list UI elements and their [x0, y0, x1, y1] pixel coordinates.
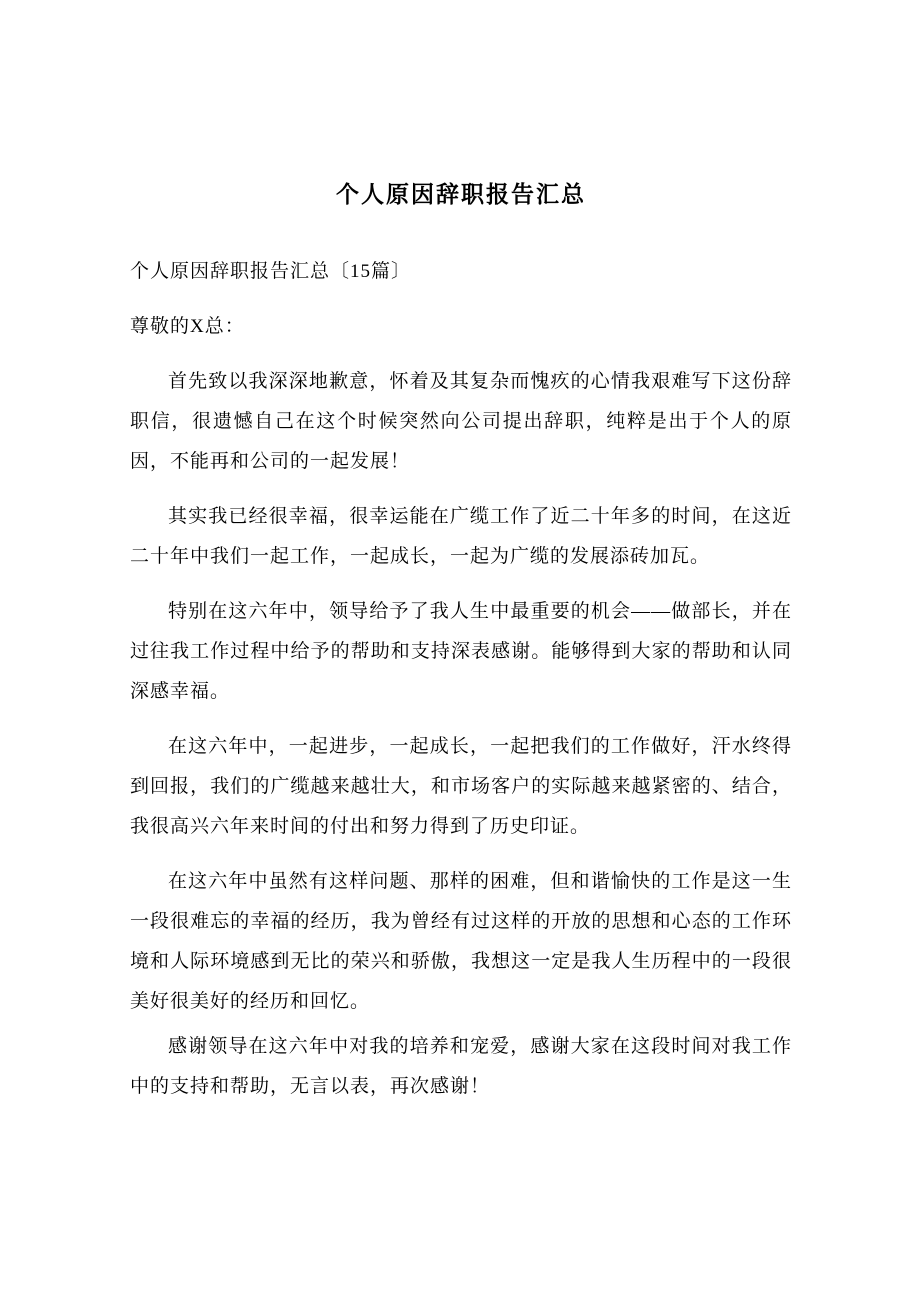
paragraph: 在这六年中虽然有这样问题、那样的困难，但和谐愉快的工作是这一生一段很难忘的幸福的经历，我为曾经有过这样的开放的思想和心态的工作环境和人际环境感到无比的荣兴和骄傲，我想这一定是我人生历程中的一段很美好很美好的经历和回忆。 [130, 871, 792, 1012]
paragraph: 感谢领导在这六年中对我的培养和宠爱，感谢大家在这段时间对我工作中的支持和帮助，无言以表，再次感谢！ [130, 1036, 792, 1097]
document-title: 个人原因辞职报告汇总 [336, 182, 586, 207]
paragraph: 在这六年中，一起进步，一起成长，一起把我们的工作做好，汗水终得到回报，我们的广缆越来越壮大，和市场客户的实际越来越紧密的、结合，我很高兴六年来时间的付出和努力得到了历史印证。 [130, 736, 792, 837]
paragraph-heading-line: 个人原因辞职报告汇总〔15篇〕 [130, 261, 412, 282]
paragraph: 其实我已经很幸福，很幸运能在广缆工作了近二十年多的时间，在这近二十年中我们一起工作，一起成长，一起为广缆的发展添砖加瓦。 [130, 506, 792, 567]
paragraph: 首先致以我深深地歉意，怀着及其复杂而愧疚的心情我艰难写下这份辞职信，很遗憾自己在这个时候突然向公司提出辞职，纯粹是出于个人的原因，不能再和公司的一起发展！ [130, 371, 792, 472]
paragraph: 特别在这六年中，领导给予了我人生中最重要的机会——做部长，并在过往我工作过程中给予的帮助和支持深表感谢。能够得到大家的帮助和认同深感幸福。 [130, 601, 792, 702]
paragraph-salutation: 尊敬的X总： [130, 316, 245, 337]
